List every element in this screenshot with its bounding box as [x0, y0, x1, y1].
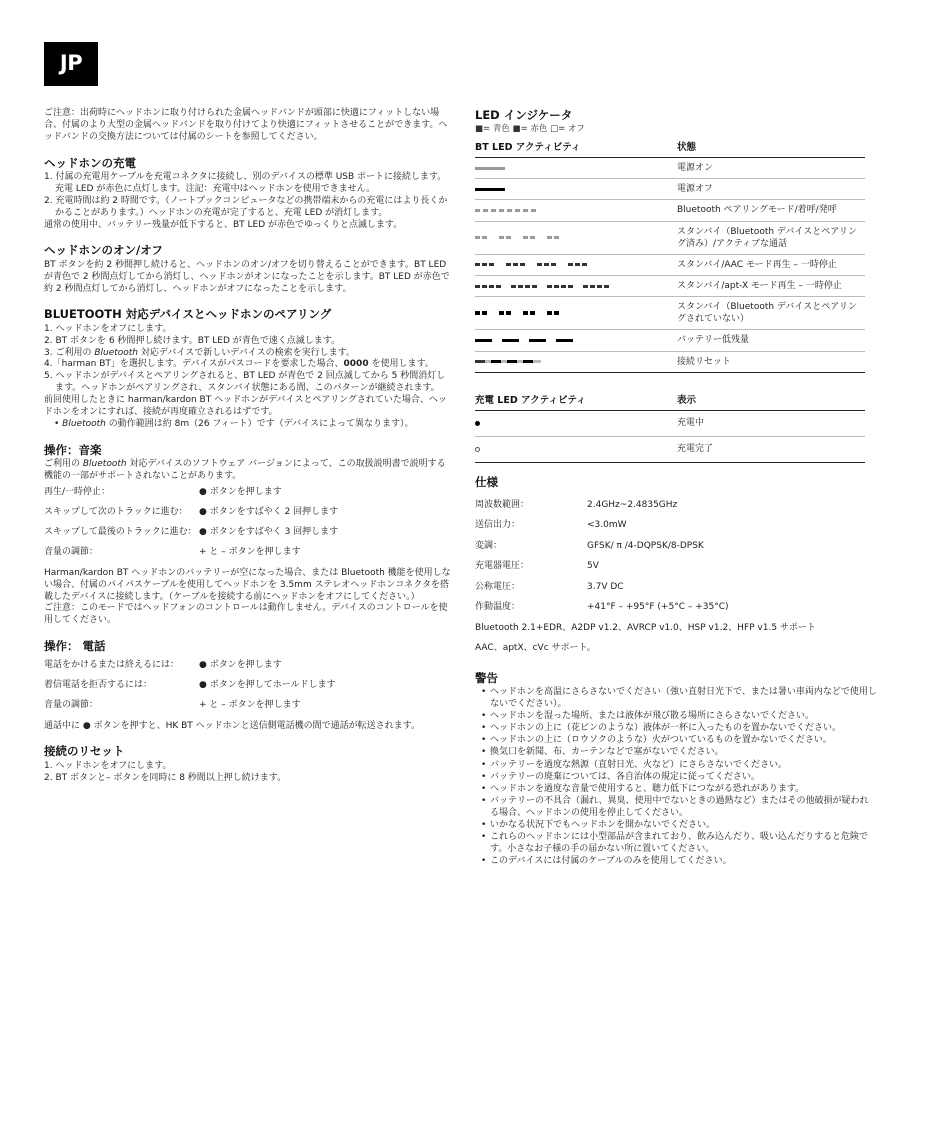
pairing-heading: BLUETOOTH 対応デバイスとヘッドホンのペアリング — [44, 307, 332, 322]
table-row: 電源オフ — [475, 179, 865, 200]
list-item: • いかなる状況下でもヘッドホンを開かないでください。 — [481, 820, 716, 831]
led-pattern-alternating — [475, 360, 541, 363]
music-row: スキップして次のトラックに進む： ● ボタンをすばやく 2 回押します — [44, 506, 339, 517]
reset-step-1: 1. ヘッドホンをオフにします。 — [44, 760, 172, 771]
led-pattern-slow-blink-red — [475, 339, 573, 342]
spec-row: 作動温度： +41°F – +95°F (+5°C – +35°C) — [475, 602, 729, 613]
list-item: • 換気口を新聞、布、カーテンなどで塞がないでください。 — [481, 747, 724, 758]
warning-heading: 警告 — [475, 670, 498, 685]
led-on-dot-icon — [475, 421, 480, 426]
warning-list — [475, 687, 877, 868]
language-badge: JP — [44, 42, 98, 86]
music-row: 再生/一時停止： ● ボタンを押します — [44, 486, 282, 497]
pairing-step-5: 5. ヘッドホンがデバイスとペアリングされると、BT LED が青色で 2 回点滅してから 5 秒間消灯します。ヘッドホンがペアリングされ、スタンバイ状態にある間、このパターンが継続されます。 — [44, 371, 446, 394]
table-header: BT LED アクティビティ 状態 — [475, 140, 865, 159]
phone-row: 着信電話を拒否するには： ● ボタンを押してホールドします — [44, 679, 336, 690]
list-item: • ヘッドホンを過度な音量で使用すると、聴力低下につながる恐れがあります。 — [481, 783, 805, 794]
table-row: Bluetooth ペアリングモード/着呼/発呼 — [475, 200, 865, 221]
pairing-range: • Bluetooth の動作範囲は約 8m（26 フィート）です（デバイスによって異なります）。 — [54, 418, 414, 429]
music-intro: ご利用の Bluetooth 対応デバイスのソフトウェア バージョンによって、この取扱説明書で説明する機能の一部がサポートされないことがあります。 — [44, 459, 446, 481]
table-row: 電源オン — [475, 158, 865, 179]
list-item: • ヘッドホンの上に（ロウソクのような）火がついているものを置かないでください。 — [481, 735, 832, 746]
pairing-step-4: 4.「harman BT」を選択します。デバイスがパスコードを要求した場合、0000 を使用します。 — [44, 359, 434, 370]
led-pattern-triple-blink — [475, 263, 587, 266]
charging-step-1: 1. 付属の充電用ケーブルを充電コネクタに接続し、別のデバイスの標準 USB ポートに接続します。充電 LED が赤色に点灯します。注記：充電中はヘッドホンを使用できません。 — [44, 172, 447, 194]
list-item: • ヘッドホンの上に（花ビンのような）液体が一杯に入ったものを置かないでください。 — [481, 723, 842, 734]
spec-row: 周波数範囲： 2.4GHz~2.4835GHz — [475, 499, 678, 510]
bt-led-table — [475, 140, 865, 373]
charging-step-2: 2. 充電時間は約 2 時間です。（ノートブックコンピュータなどの携帯端末からの充電にはより長くかかることがあります。）ヘッドホンの充電が完了すると、充電 LED が消灯します。 — [44, 195, 448, 218]
led-pattern-fast-blink — [475, 209, 536, 212]
charge-led-table — [475, 393, 865, 464]
led-heading: LED インジケータ — [475, 108, 573, 122]
right-column — [475, 108, 877, 868]
music-heading: 操作：音楽 — [44, 442, 102, 457]
power-body: BT ボタンを約 2 秒間押し続けると、ヘッドホンのオン/オフを切り替えることができます。BT LED が青色で 2 秒間点灯してから消灯し、ヘッドホンがオンになったことを示します。BT LED が赤色で約 2 秒間点灯してから消灯し、ヘッドホンがオフになったことを示します。 — [44, 259, 450, 294]
spec-row: 充電器電圧： 5V — [475, 561, 599, 572]
led-pattern-double-blink-red — [475, 311, 559, 315]
led-legend: ■= 青色 ■= 赤色 □= オフ — [475, 124, 585, 135]
spec-row: 公称電圧： 3.7V DC — [475, 581, 624, 592]
charging-note: 通常の使用中、バッテリー残量が低下すると、BT LED が赤色でゆっくりと点滅します。 — [44, 219, 403, 230]
power-heading: ヘッドホンのオン/オフ — [44, 243, 163, 258]
phone-heading: 操作： 電話 — [44, 639, 106, 654]
pairing-step-3: 3. ご利用の Bluetooth 対応デバイスで新しいデバイスの検索を実行します。 — [44, 347, 355, 358]
phone-note: 通話中に ● ボタンを押すと、HK BT ヘッドホンと送信側電話機の間で通話が転送されます。 — [44, 720, 420, 731]
spec-row: 送信出力： <3.0mW — [475, 520, 627, 531]
list-item: • これらのヘッドホンには小型部品が含まれており、飲み込んだり、吸い込んだりすると危険です。小さなお子様の手の届かない所に置いてください。 — [481, 832, 869, 854]
table-row: スタンバイ/AAC モード再生 – 一時停止 — [475, 255, 865, 276]
table-row: 接続リセット — [475, 352, 865, 373]
left-column — [44, 108, 454, 785]
passive-mode-text: Harman/kardon BT ヘッドホンのバッテリーが空になった場合、または Bluetooth 機能を使用しない場合、付属のパイパスケーブルを使用してヘッドホンを 3.5mm ステレオヘッドホンコネクタを搭載したデバイスに接続します。（ケーブルを接続する前にヘッドホンをオフにしてください。） — [44, 567, 451, 602]
list-item: • バッテリーを過度な熱源（直射日光、火など）にさらさないでください。 — [481, 759, 788, 770]
led-off-circle-icon — [475, 447, 480, 452]
spec-row: 変調： GFSK/ π /4-DQPSK/8-DPSK — [475, 540, 704, 551]
list-item: • バッテリーの不具合（漏れ、異臭、使用中でないときの過熱など）またはその他破損が疑われる場合、ヘッドホンの使用を停止してください。 — [481, 796, 869, 818]
pairing-step-2: 2. BT ボタンを 6 秒間押し続けます。BT LED が青色で速く点滅します。 — [44, 335, 341, 346]
led-pattern-steady-red — [475, 188, 505, 191]
led-pattern-double-blink — [475, 236, 559, 239]
table-row: スタンバイ/apt-X モード再生 – 一時停止 — [475, 276, 865, 297]
list-item: • ヘッドホンを高温にさらさないでください（強い直射日光下で、または暑い車両内などで使用しないでください）。 — [481, 686, 877, 709]
table-row: スタンバイ（Bluetooth デバイスとペアリングされていない） — [475, 297, 865, 330]
spec-bluetooth-profiles: Bluetooth 2.1+EDR、A2DP v1.2、AVRCP v1.0、HSP v1.2、HFP v1.5 サポート — [475, 622, 816, 633]
list-item: • ヘッドホンを湿った場所、または液体が飛び散る場所にさらさないでください。 — [481, 710, 815, 721]
table-header: 充電 LED アクティビティ 表示 — [475, 393, 865, 412]
reset-step-2: 2. BT ボタンと– ボタンを同時に 8 秒間以上押し続けます。 — [44, 772, 287, 783]
list-item: • バッテリーの廃棄については、各自治体の規定に従ってください。 — [481, 771, 760, 782]
intro-note: ご注意：出荷時にヘッドホンに取り付けられた金属ヘッドバンドが頭部に快適にフィットしない場合、付属のより大型の金属ヘッドバンドを取り付けてより快適にフィットさせることができます。ヘッドバンドの交換方法については付属のシートを参照してください。 — [44, 108, 448, 142]
reset-heading: 接続のリセット — [44, 744, 125, 759]
table-row: 充電中 — [475, 411, 865, 437]
phone-row: 電話をかけるまたは終えるには： ● ボタンを押します — [44, 659, 282, 670]
music-row: スキップして最後のトラックに進む： ● ボタンをすばやく 3 回押します — [44, 526, 339, 537]
table-row: バッテリー低残量 — [475, 330, 865, 351]
pairing-note: 前回使用したときに harman/kardon BT ヘッドホンがデバイスとペアリングされていた場合、ヘッドホンをオンにすれば、接続が再度確立されるはずです。 — [44, 395, 447, 417]
pairing-step-1: 1. ヘッドホンをオフにします。 — [44, 323, 172, 334]
charging-heading: ヘッドホンの充電 — [44, 155, 136, 170]
list-item: • このデバイスには付属のケーブルのみを使用してください。 — [481, 856, 732, 867]
music-row: 音量の調節： + と – ボタンを押します — [44, 546, 301, 557]
led-pattern-steady — [475, 167, 505, 170]
spec-codecs: AAC、aptX、cVc サポート。 — [475, 642, 596, 653]
phone-row: 音量の調節： + と – ボタンを押します — [44, 699, 301, 710]
table-row: スタンバイ（Bluetooth デバイスとペアリング済み）/アクティブな通話 — [475, 222, 865, 255]
table-row: 充電完了 — [475, 437, 865, 463]
passive-mode-note: ご注意：このモードではヘッドフォンのコントロールは動作しません。デバイスのコントロールを使用してください。 — [44, 603, 448, 626]
led-pattern-quad-blink — [475, 285, 609, 288]
spec-heading: 仕様 — [475, 475, 498, 490]
